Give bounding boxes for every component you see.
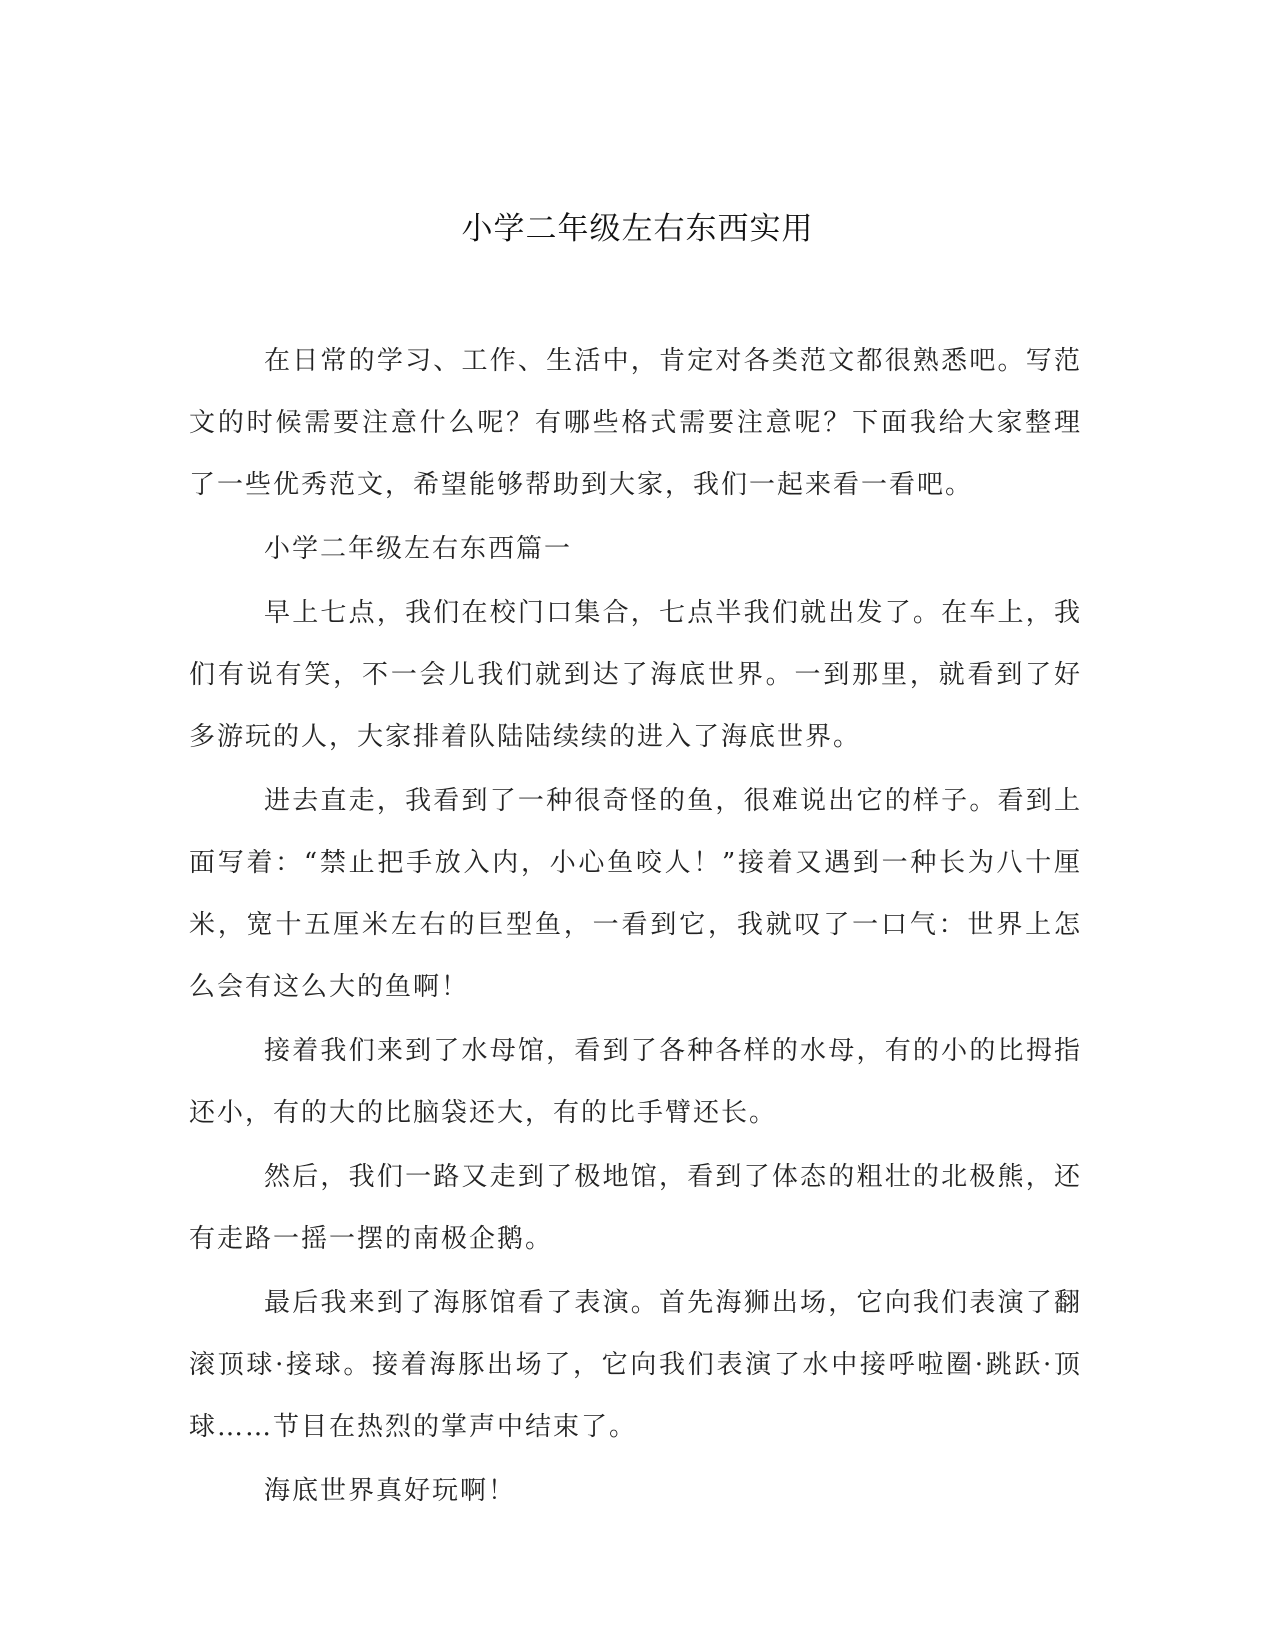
- paragraph-intro: 在日常的学习、工作、生活中，肯定对各类范文都很熟悉吧。写范文的时候需要注意什么呢？有哪些格式需要注意呢？下面我给大家整理了一些优秀范文，希望能够帮助到大家，我们一起来看一看吧。: [189, 346, 1082, 500]
- paragraph: 早上七点，我们在校门口集合，七点半我们就出发了。在车上，我们有说有笑，不一会儿我们就到达了海底世界。一到那里，就看到了好多游玩的人，大家排着队陆陆续续的进入了海底世界。: [189, 598, 1082, 752]
- paragraph: 进去直走，我看到了一种很奇怪的鱼，很难说出它的样子。看到上面写着：“禁止把手放入内，小心鱼咬人！”接着又遇到一种长为八十厘米，宽十五厘米左右的巨型鱼，一看到它，我就叹了一口气：世界上怎么会有这么大的鱼啊！: [189, 786, 1082, 1002]
- section-heading: 小学二年级左右东西篇一: [264, 534, 573, 564]
- paragraph-closing: 海底世界真好玩啊！: [264, 1476, 517, 1506]
- paragraph: 然后，我们一路又走到了极地馆，看到了体态的粗壮的北极熊，还有走路一摇一摆的南极企鹅。: [189, 1162, 1082, 1254]
- document-title: 小学二年级左右东西实用: [461, 211, 814, 247]
- paragraph: 最后我来到了海豚馆看了表演。首先海狮出场，它向我们表演了翻滚顶球·接球。接着海豚出场了，它向我们表演了水中接呼啦圈·跳跃·顶球……节目在热烈的掌声中结束了。: [189, 1288, 1082, 1442]
- paragraph: 接着我们来到了水母馆，看到了各种各样的水母，有的小的比拇指还小，有的大的比脑袋还大，有的比手臂还长。: [189, 1036, 1082, 1128]
- document-body: [189, 330, 1082, 1524]
